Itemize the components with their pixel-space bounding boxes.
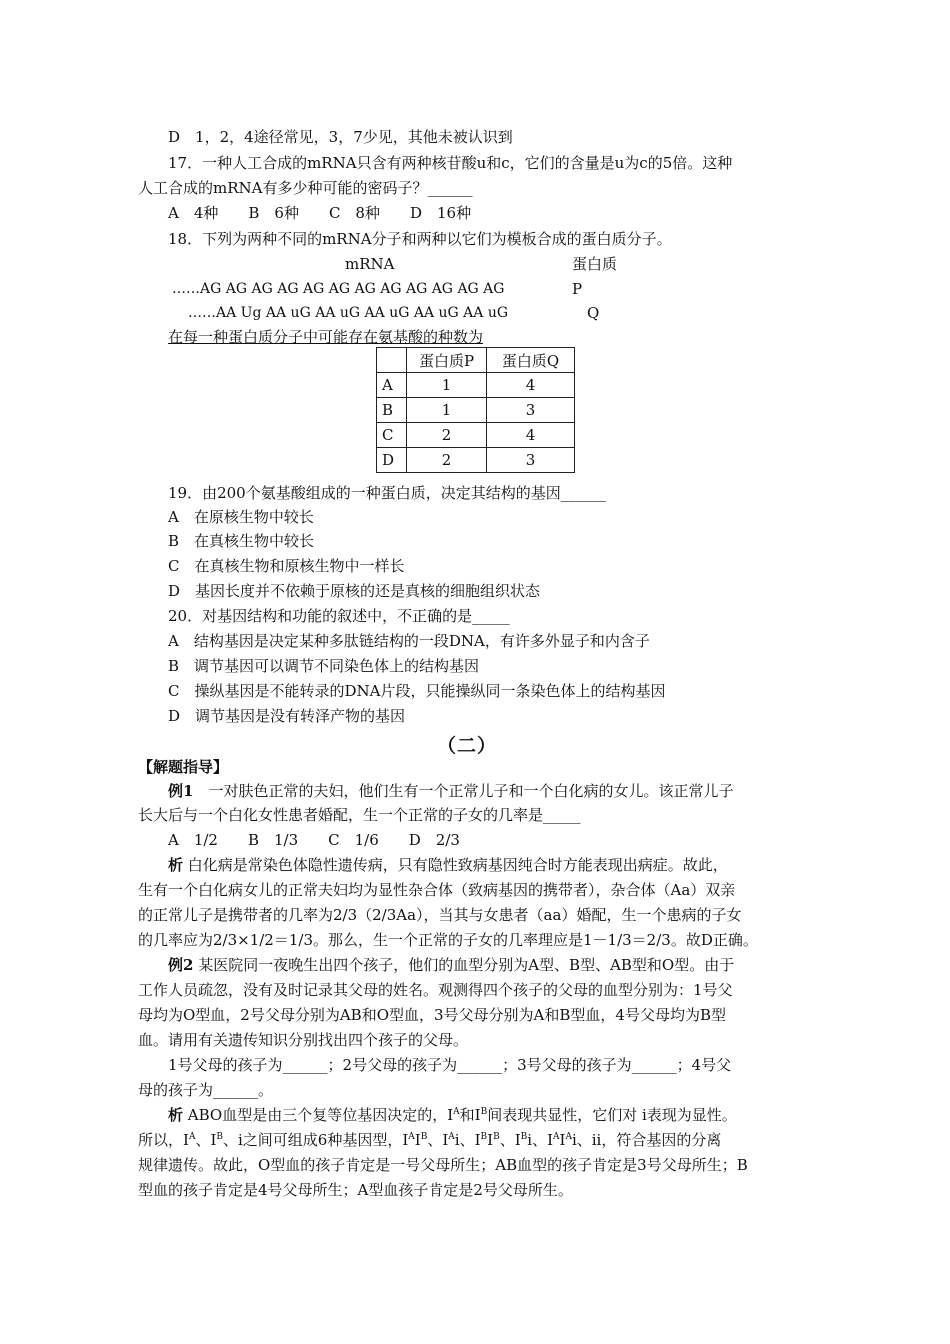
example1-line2: 长大后与一个白化女性患者婚配，生一个正常的子女的几率是_____ — [138, 806, 581, 824]
table-cell: C — [377, 423, 407, 448]
superscript-a: A — [448, 1132, 455, 1142]
example2-label: 例2 — [168, 956, 194, 974]
example1-analysis-line1 — [168, 855, 728, 875]
analysis-text: i、I — [527, 1131, 553, 1149]
example2-text: 某医院同一夜晚生出四个孩子，他们的血型分别为A型、B型、AB型和O型。由于 — [198, 956, 735, 974]
example1-text: 一对肤色正常的夫妇，他们生有一个正常儿子和一个白化病的女儿。该正常儿子 — [193, 782, 734, 800]
table-cell: 2 — [407, 448, 487, 473]
table-cell: B — [377, 398, 407, 423]
table-cell: 3 — [487, 398, 575, 423]
example1-analysis-line3: 的正常儿子是携带者的几率为2/3（2/3Aa），当其与女患者（aa）婚配，生一个患病的子女 — [138, 906, 742, 924]
example2-line1 — [168, 955, 734, 975]
superscript-a: A — [553, 1132, 560, 1142]
q17-stem-line2: 人工合成的mRNA有多少种可能的密码子？______ — [138, 179, 473, 197]
q20-option-d: D 调节基因是没有转泽产物的基因 — [168, 707, 406, 725]
q19-option-c: C 在真核生物和原核生物中一样长 — [168, 557, 405, 575]
example2-line4: 血。请用有关遗传知识分别找出四个孩子的父母。 — [138, 1031, 469, 1049]
analysis-text: 所以，I — [138, 1131, 189, 1149]
example1-analysis-line4: 的几率应为2/3×1/2＝1/3。那么，生一个正常的子女的几率理应是1－1/3＝2/3。故D正确。 — [138, 931, 758, 949]
table-header-cell: 蛋白质Q — [487, 348, 575, 373]
example1-analysis-line2: 生有一个白化病女儿的正常夫妇均为显性杂合体（致病基因的携带者），杂合体（Aa）双亲 — [138, 881, 736, 899]
superscript-b: B — [216, 1132, 223, 1142]
q19-option-b: B 在真核生物中较长 — [168, 532, 315, 550]
example2-line3: 母均为O型血，2号父母分别为AB和O型血，3号父母分别为A和B型血，4号父母均为B型 — [138, 1006, 726, 1024]
example2-analysis-line2 — [138, 1130, 721, 1150]
table-row — [377, 423, 575, 448]
q18-col-mrna: mRNA — [345, 255, 395, 273]
analysis-text: ABO血型是由三个复等位基因决定的，I — [187, 1106, 454, 1124]
example2-line2: 工作人员疏忽，没有及时记录其父母的姓名。观测得四个孩子的父母的血型分别为：1号父 — [138, 981, 733, 999]
analysis-label: 析 — [168, 1106, 184, 1124]
superscript-b: B — [480, 1107, 488, 1117]
q16-option-d: D 1，2，4途径常见，3，7少见，其他未被认识到 — [168, 128, 513, 146]
q18-protein-p-label: P — [572, 280, 583, 298]
q20-option-c: C 操纵基因是不能转录的DNA片段，只能操纵同一条染色体上的结构基因 — [168, 682, 666, 700]
section-heading: （二） — [437, 735, 498, 757]
table-cell: 1 — [407, 373, 487, 398]
example2-blanks-line2: 母的孩子为______。 — [138, 1081, 274, 1099]
q18-protein-q-label: Q — [587, 304, 600, 322]
example1-label: 例1 — [168, 782, 194, 800]
q20-option-a: A 结构基因是决定某种多肽链结构的一段DNA，有许多外显子和内含子 — [168, 632, 650, 650]
table-cell: 4 — [487, 423, 575, 448]
q20-stem: 20．对基因结构和功能的叙述中，不正确的是_____ — [168, 607, 510, 625]
table-row — [377, 398, 575, 423]
q17-options: A 4种 B 6种 C 8种 D 16种 — [168, 204, 472, 222]
table-cell: 3 — [487, 448, 575, 473]
table-cell: D — [377, 448, 407, 473]
analysis-text: 间表现共显性，它们对 i表现为显性。 — [487, 1106, 737, 1124]
example2-analysis-line4: 型血的孩子肯定是4号父母所生；A型血孩子肯定是2号父母所生。 — [138, 1181, 573, 1199]
q17-stem-line1: 17．一种人工合成的mRNA只含有两种核苷酸u和c，它们的含量是u为c的5倍。这种 — [168, 154, 733, 172]
table-row — [377, 448, 575, 473]
table-header-cell: 蛋白质P — [407, 348, 487, 373]
example1-line1 — [168, 781, 733, 801]
q18-stem: 18．下列为两种不同的mRNA分子和两种以它们为模板合成的蛋白质分子。 — [168, 230, 672, 248]
analysis-text: i、ii，符合基因的分离 — [571, 1131, 722, 1149]
table-row — [377, 373, 575, 398]
superscript-b: B — [493, 1132, 500, 1142]
q18-mrna-seq-2: ……AA Ug AA uG AA uG AA uG AA uG AA uG — [188, 305, 509, 321]
analysis-text: 和I — [459, 1106, 481, 1124]
q18-col-protein: 蛋白质 — [572, 255, 618, 273]
analysis-text: 、i之间可组成6种基因型，I — [223, 1131, 409, 1149]
q19-option-d: D 基因长度并不依赖于原核的还是真核的细胞组织状态 — [168, 582, 541, 600]
superscript-a: A — [565, 1132, 572, 1142]
superscript-b: B — [420, 1132, 428, 1142]
analysis-text: I — [414, 1131, 421, 1149]
analysis-text: I — [559, 1131, 566, 1149]
table-cell: A — [377, 373, 407, 398]
q19-stem: 19．由200个氨基酸组成的一种蛋白质，决定其结构的基因______ — [168, 484, 606, 502]
superscript-a: A — [188, 1132, 196, 1142]
superscript-a: A — [408, 1132, 415, 1142]
analysis-text: I — [487, 1131, 494, 1149]
table-header-cell — [377, 348, 407, 373]
table-cell: 2 — [407, 423, 487, 448]
q18-question: 在每一种蛋白质分子中可能存在氨基酸的种数为 — [168, 328, 484, 346]
superscript-b: B — [520, 1132, 528, 1142]
analysis-text: 白化病是常染色体隐性遗传病，只有隐性致病基因纯合时方能表现出病症。故此， — [187, 856, 728, 874]
table-cell: 1 — [407, 398, 487, 423]
q20-option-b: B 调节基因可以调节不同染色体上的结构基因 — [168, 657, 480, 675]
q19-option-a: A 在原核生物中较长 — [168, 508, 314, 526]
analysis-text: 、I — [195, 1131, 217, 1149]
q18-mrna-seq-1: ……AG AG AG AG AG AG AG AG AG AG AG AG — [172, 281, 505, 297]
example2-analysis-line3: 规律遗传。故此，O型血的孩子肯定是一号父母所生；AB血型的孩子肯定是3号父母所生；B — [138, 1156, 748, 1174]
example2-blanks-line1: 1号父母的孩子为______；2号父母的孩子为______；3号父母的孩子为______；4号父 — [168, 1056, 732, 1074]
table-header-row — [377, 348, 575, 373]
example1-options: A 1/2 B 1/3 C 1/6 D 2/3 — [168, 831, 460, 849]
q18-answer-table — [376, 347, 575, 473]
table-cell: 4 — [487, 373, 575, 398]
analysis-text: 、I — [427, 1131, 449, 1149]
superscript-a: A — [453, 1107, 460, 1117]
analysis-text: 、I — [499, 1131, 521, 1149]
example2-analysis-line1 — [168, 1105, 737, 1125]
superscript-b: B — [480, 1132, 488, 1142]
analysis-label: 析 — [168, 856, 184, 874]
guide-title: 【解题指导】 — [138, 758, 229, 776]
analysis-text: i、I — [454, 1131, 481, 1149]
